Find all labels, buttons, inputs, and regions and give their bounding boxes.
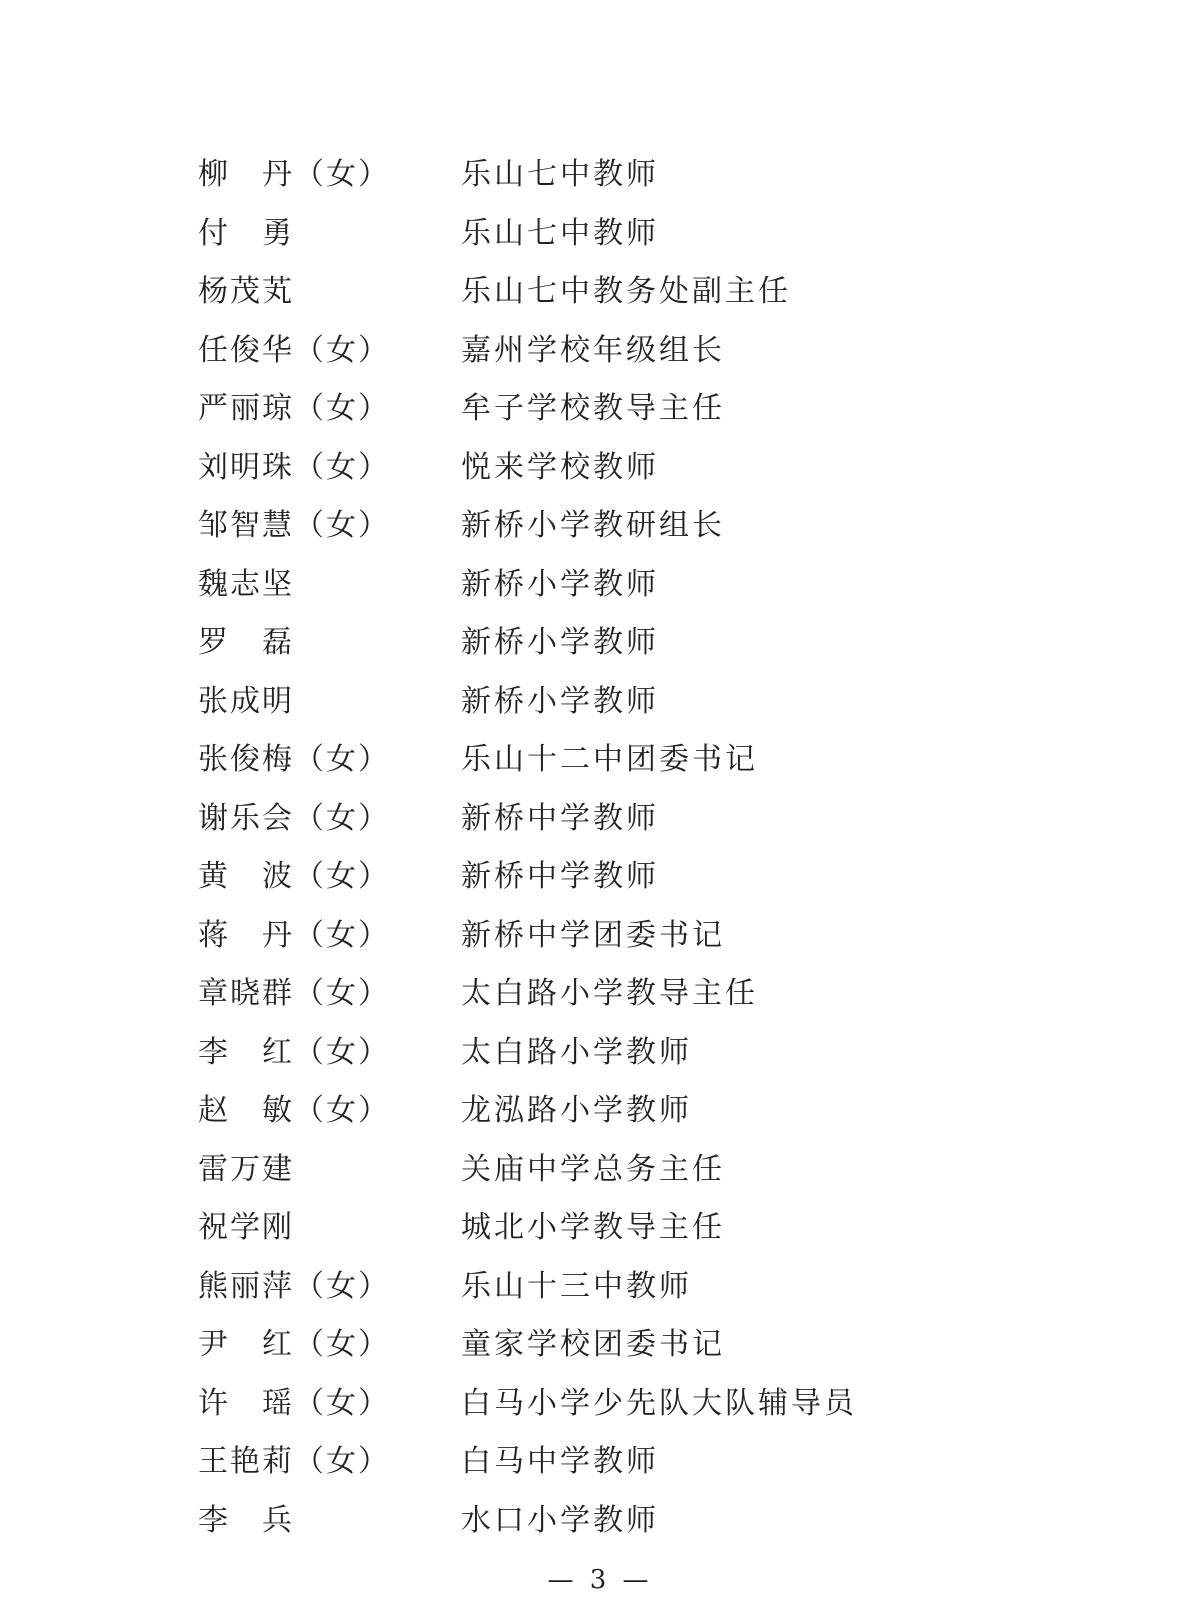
list-item [198,1199,958,1258]
list-item [198,205,958,264]
list-item [198,614,958,673]
person-name: 祝学刚 [198,1210,294,1245]
person-position: 新桥中学教师 [461,800,659,836]
list-item [198,907,958,966]
person-name: 许 瑶（女） [198,1385,390,1421]
personnel-list [198,146,958,1550]
person-name: 雷万建 [198,1151,294,1187]
person-name: 张成明 [198,683,294,719]
person-position: 龙泓路小学教师 [461,1093,692,1128]
person-position: 太白路小学教师 [461,1034,692,1070]
person-name: 尹 红（女） [198,1327,390,1362]
person-name: 王艳莉（女） [198,1444,390,1479]
person-position: 新桥小学教师 [461,566,659,602]
person-name: 严丽琼（女） [198,391,390,426]
person-position: 童家学校团委书记 [461,1327,725,1362]
person-position: 乐山七中教师 [461,215,659,251]
person-position: 乐山七中教务处副主任 [461,274,791,309]
person-name: 章晓群（女） [198,976,390,1011]
list-item [198,322,958,381]
person-name: 任俊华（女） [198,332,390,368]
person-position: 白马中学教师 [461,1444,659,1479]
person-position: 新桥小学教师 [461,625,659,660]
person-name: 谢乐会（女） [198,800,390,836]
list-item [198,146,958,205]
list-item [198,790,958,849]
person-position: 嘉州学校年级组长 [461,332,725,368]
list-item [198,1141,958,1200]
person-position: 新桥小学教研组长 [461,508,725,543]
list-item [198,380,958,439]
person-name: 李 兵 [198,1502,294,1538]
person-position: 乐山十二中团委书记 [461,742,758,777]
person-position: 新桥中学教师 [461,859,659,894]
person-position: 乐山七中教师 [461,157,659,192]
person-name: 黄 波（女） [198,859,390,894]
person-name: 魏志坚 [198,566,294,602]
list-item [198,1492,958,1551]
person-position: 关庙中学总务主任 [461,1151,725,1187]
list-item [198,1433,958,1492]
person-name: 张俊梅（女） [198,742,390,777]
list-item [198,263,958,322]
list-item [198,673,958,732]
page-number: — 3 — [547,1565,653,1595]
person-name: 刘明珠（女） [198,449,390,485]
person-position: 白马小学少先队大队辅导员 [461,1385,857,1421]
person-name: 蒋 丹（女） [198,917,390,953]
person-name: 赵 敏（女） [198,1093,390,1128]
list-item [198,1082,958,1141]
person-position: 城北小学教导主任 [461,1210,725,1245]
person-position: 新桥中学团委书记 [461,917,725,953]
list-item [198,497,958,556]
person-position: 新桥小学教师 [461,683,659,719]
person-name: 付 勇 [198,215,294,251]
list-item [198,1258,958,1317]
list-item [198,731,958,790]
person-position: 悦来学校教师 [461,449,659,485]
person-name: 邹智慧（女） [198,508,390,543]
list-item [198,556,958,615]
person-position: 水口小学教师 [461,1502,659,1538]
list-item [198,965,958,1024]
person-name: 罗 磊 [198,625,294,660]
list-item [198,1375,958,1434]
list-item [198,439,958,498]
person-name: 李 红（女） [198,1034,390,1070]
list-item [198,1316,958,1375]
person-position: 乐山十三中教师 [461,1268,692,1304]
person-name: 熊丽萍（女） [198,1268,390,1304]
list-item [198,848,958,907]
person-name: 柳 丹（女） [198,157,390,192]
list-item [198,1024,958,1083]
person-position: 太白路小学教导主任 [461,976,758,1011]
person-name: 杨茂芄 [198,274,294,309]
person-position: 牟子学校教导主任 [461,391,725,426]
